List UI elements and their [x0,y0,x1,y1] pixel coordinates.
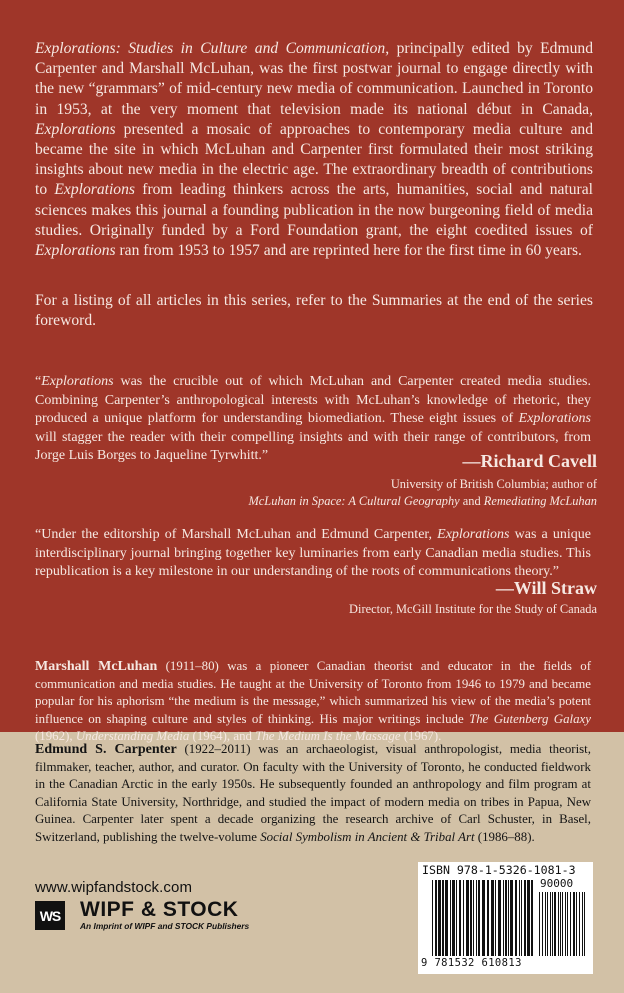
publisher-imprint: An Imprint of WIPF and STOCK Publishers [80,921,250,931]
barcode-bar [519,880,520,956]
barcode-bar [432,880,433,956]
endorser-name-straw: —Will Straw [495,578,597,598]
barcode-bar [545,892,546,956]
barcode-bar [450,880,451,956]
endorser-books-cavell: McLuhan in Space: A Cultural Geography and Remediating McLuhan [248,494,597,508]
journal-title: Explorations: Studies in Culture and Communication [35,40,386,57]
barcode-bar [456,880,457,956]
barcode-bar [527,880,530,956]
publisher-website: www.wipfandstock.com [35,879,193,896]
barcode-digits: 9 781532 610813 [421,957,522,969]
barcode-bar [503,880,504,956]
barcode-bar [582,892,583,956]
barcode-bar [463,880,464,956]
barcode-bar [565,892,566,956]
bio-carpenter: Edmund S. Carpenter (1922–2011) was an archaeologist, visual anthropologist, media theorist, filmmaker, teacher, author, and curator. On faculty with the University of Toronto, he conducted fieldwork in the Canadian Arctic in the early 1950s. He subsequently founded an anthropology and film program at California State University, Northridge, and studied the impact of modern media on tribes in Papua, New Guinea. Carpenter later spent a decade organizing the research archive of Carl Schuster, in Basel, Switzerland, publishing the twelve-volume Social Symbolism in Ancient & Tribal Art (1986–88). [35,742,591,844]
barcode-bar [531,880,533,956]
barcode-bars [432,880,536,956]
barcode-bar [554,892,556,956]
publisher-logo-icon: WS [35,901,65,930]
barcode-bar [558,892,559,956]
barcode-bar [470,880,472,956]
barcode-bar [442,880,444,956]
barcode-bar [521,880,522,956]
barcode-bar [567,892,568,956]
publisher-name: WIPF & STOCK [80,898,239,921]
barcode-bar [510,880,513,956]
barcode-bar [539,892,540,956]
isbn-label: ISBN 978-1-5326-1081-3 [422,863,576,877]
barcode-bar [573,892,575,956]
isbn-barcode-box [418,862,593,974]
endorsement-straw: “Under the editorship of Marshall McLuhan and Edmund Carpenter, Explorations was a unique interdisciplinary journal bringing together key luminaries from early Canadian media studies. This republication is a key milestone in our understanding of the roots of communications theory.” [35,527,591,580]
barcode-bar [476,880,477,956]
barcode-bar [508,880,509,956]
price-code: 90000 [540,877,574,890]
barcode-bar [542,892,543,956]
listing-note: For a listing of all articles in this series, refer to the Summaries at the end of the series foreword. [35,292,593,330]
barcode-bar [570,892,571,956]
barcode-bar [438,880,441,956]
bio-mcluhan: Marshall McLuhan (1911–80) was a pioneer Canadian theorist and educator in the fields of communication and media studies. He taught at the University of Toronto from 1946 to 1979 and became popular for his aphorism “the medium is the message,” which summarized his view of the media’s potent influence on shaping culture and styles of thinking. His major writings include The Gutenberg Galaxy (1962), Understanding Media (1964), and The Medium Is the Massage (1967). [35,659,591,744]
barcode-bar [498,880,501,956]
barcode-bar [487,880,489,956]
barcode-bar [552,892,553,956]
barcode-bar [560,892,561,956]
barcode-addon-bars [539,892,587,956]
barcode-bar [459,880,461,956]
barcode-bar [515,880,517,956]
barcode-bar [505,880,507,956]
barcode-bar [473,880,474,956]
barcode-bar [562,892,563,956]
barcode-bar [579,892,580,956]
barcode-bar [550,892,551,956]
barcode-bar [576,892,577,956]
barcode-bar [445,880,448,956]
barcode-bar [452,880,455,956]
barcode-bar [547,892,548,956]
endorsement-cavell: “Explorations was the crucible out of which McLuhan and Carpenter created media studies. Combining Carpenter’s anthropological interests with McLuhan’s knowledge of rhetoric, they produced a unique platform for understanding biomediation. These eight issues of Explorations will stagger the reader with their compelling insights and with their range of contributors, from Jorge Luis Borges to Jaqueline Tyrwhitt.” [35,374,591,464]
endorser-affiliation-straw: Director, McGill Institute for the Study of Canada [349,602,597,616]
endorser-affiliation-cavell: University of British Columbia; author of [390,477,597,491]
blurb-paragraph: Explorations: Studies in Culture and Communication, principally edited by Edmund Carpenter and Marshall McLuhan, was the first postwar journal to engage directly with the new “grammars” of mid-century new media of communication. Launched in Toronto in 1953, at the very moment that television made its national début in Canada, Explorations presented a mosaic of approaches to contemporary media culture and became the site in which McLuhan and Carpenter first formulated their most striking insights about new media in the electric age. The extraordinary breadth of contributions to Explorations from leading thinkers across the arts, humanities, social and natural sciences makes this journal a founding publication in the now burgeoning field of media studies. Originally funded by a Ford Foundation grant, the eight coedited issues of Explorations ran from 1953 to 1957 and are reprinted here for the first time in 60 years. [35,40,594,260]
barcode-bar [435,880,437,956]
barcode-bar [584,892,585,956]
barcode-bar [482,880,485,956]
barcode-bar [495,880,496,956]
barcode-bar [491,880,494,956]
barcode-bar [466,880,469,956]
barcode-bar [524,880,526,956]
barcode-bar [478,880,480,956]
endorser-name-cavell: —Richard Cavell [462,451,597,471]
